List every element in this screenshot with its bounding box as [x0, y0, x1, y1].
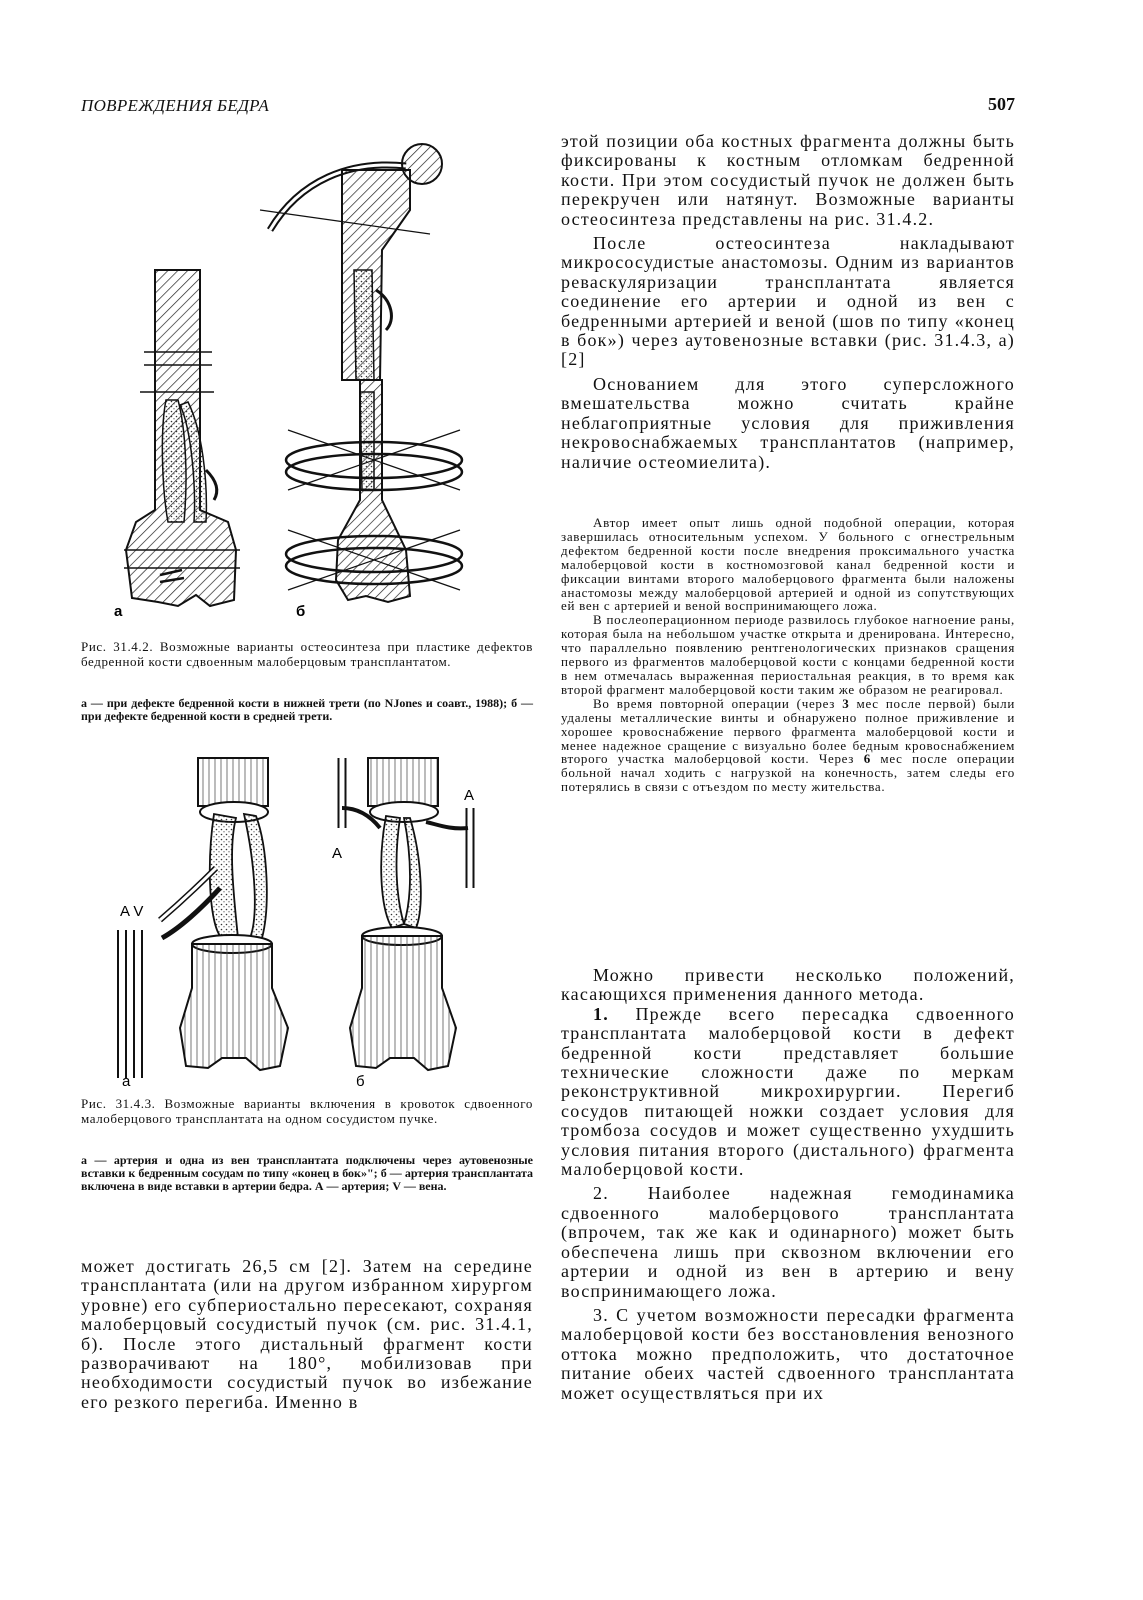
figure-label-a: а [114, 603, 123, 620]
figure-note-31-4-3: а — артерия и одна из вен трансплантата подключены через аутовенозные вставки к бедренным сосудам по типу «конец в бок»"; б — артерия трансплантата включена в виде вставки в артерии бедра. А — артерия; V — вена. [81, 1153, 533, 1193]
figure-label-a-right: A [464, 787, 475, 804]
right-column-body-bottom [561, 966, 1015, 1403]
figure-label-b-2: б [356, 1073, 365, 1088]
figure-caption-31-4-2: Рис. 31.4.2. Возможные варианты остеосинтеза при пластике дефектов бедренной кости сдвоенным малоберцовым трансплантатом. [81, 639, 533, 669]
left-column-body [81, 1257, 533, 1412]
paragraph-right-2: После остеосинтеза накладывают микрососудистые анастомозы. Одним из вариантов реваскуляризации трансплантата является соединение его артерии и одной из вен с бедренными артерией и веной (шов по типу «конец в бок») через аутовенозные вставки (рис. 31.4.3, а) [2] [561, 233, 1015, 370]
small-paragraph-1: Автор имеет опыт лишь одной подобной операции, которая завершилась относительным успехом. У больного с огнестрельным дефектом бедренной кости после внедрения проксимального участка малоберцовой кости в костномозговой канал бедренной кости и фиксации винтами второго малоберцового фрагмента были наложены анастомозы между малоберцовой артерией и одной из сопутствующих ей вен с артерией и веной воспринимающего ложа. [561, 515, 1015, 614]
paragraph-right-6: 2. Наиболее надежная гемодинамика сдвоенного малоберцового трансплантата (впрочем, так же как и одинарного) может быть обеспечена лишь при сквозном включении его артерии и одной из вен в артерию и вену воспринимающего ложа. [561, 1183, 1015, 1301]
right-column-small-text [561, 516, 1015, 794]
right-column-body-top [561, 132, 1015, 472]
figure-panel-b-anastomosis [342, 758, 470, 1070]
figure-label-a-left: A [332, 845, 343, 862]
running-header: ПОВРЕЖДЕНИЯ БЕДРА [81, 96, 270, 115]
figure-panel-a-anastomosis [122, 758, 288, 1078]
figure-panel-b-femur [260, 144, 462, 602]
paragraph-right-1: этой позиции оба костных фрагмента должны быть фиксированы к костным отломкам бедренной кости. При этом сосудистый пучок не должен быть перекручен или натянут. Возможные варианты остеосинтеза представлены на рис. 31.4.2. [561, 131, 1015, 229]
figure-caption-31-4-3: Рис. 31.4.3. Возможные варианты включения в кровоток сдвоенного малоберцового трансплантата на одном сосудистом пучке. [81, 1096, 533, 1126]
small-paragraph-2: В послеоперационном периоде развилось глубокое нагноение раны, которая была на небольшом участке открыта и дренирована. Интересно, что параллельно появлению рентгенологических признаков сращения первого из фрагментов малоберцовой кости с концами бедренной кости в нем отмечалась выраженная периостальная реакция, в то время как второй фрагмент малоберцовой кости таким же образом не реагировал. [561, 612, 1015, 697]
figure-31-4-2 [110, 130, 510, 625]
paragraph-right-4: Можно привести несколько положений, касающихся применения данного метода. [561, 965, 1015, 1005]
paragraph-right-7: 3. С учетом возможности пересадки фрагмента малоберцовой кости без восстановления венозного оттока можно предположить, что достаточное питание обеих частей сдвоенного трансплантата может осуществляться при их [561, 1304, 1015, 1403]
figure-panel-a-femur [124, 270, 240, 606]
paragraph-right-5: 1. Прежде всего пересадка сдвоенного трансплантата малоберцовой кости в дефект бедренной кости представляет большие технические сложности даже по меркам реконструктивной микрохирургии. Перегиб сосудов питающей ножки создает условия для тромбоза сосудов и может существенно ухудшить условия питания второго (дистального) фрагмента малоберцовой кости. [561, 1003, 1015, 1180]
figure-label-a-2: а [122, 1073, 131, 1088]
paragraph-left-1: может достигать 26,5 см [2]. Затем на середине трансплантата (или на другом избранном хирургом уровне) его субпериостально пересекают, сохраняя малоберцовый сосудистый пучок (см. рис. 31.4.1, б). После этого дистальный фрагмент кости разворачивают на 180°, мобилизовав при необходимости сосудистый пучок во избежание его резкого перегиба. Именно в [81, 1256, 533, 1412]
paragraph-right-3: Основанием для этого суперсложного вмешательства можно считать крайне неблагоприятные условия для приживления некровоснабжаемых трансплантатов (например, наличие остеомиелита). [561, 373, 1015, 472]
small-paragraph-3: Во время повторной операции (через 3 мес после первой) были удалены металлические винты и обнаружено полное приживление и хорошее кровоснабжение первого фрагмента малоберцовой кости и менее надежное сращение с визуально более бедным кровоснабжением второго участка малоберцовой кости. Через 6 мес после операции больной начал ходить с нагрузкой на конечность, затем следы его потерялись в связи с отъездом по месту жительства. [561, 695, 1015, 795]
figure-label-b: б [296, 603, 306, 620]
figure-31-4-3 [110, 748, 510, 1088]
figure-label-av: A V [120, 903, 144, 920]
page-number: 507 [988, 94, 1015, 114]
figure-note-31-4-2: а — при дефекте бедренной кости в нижней трети (по NJones и соавт., 1988); б — при дефекте бедренной кости в средней трети. [81, 696, 533, 723]
